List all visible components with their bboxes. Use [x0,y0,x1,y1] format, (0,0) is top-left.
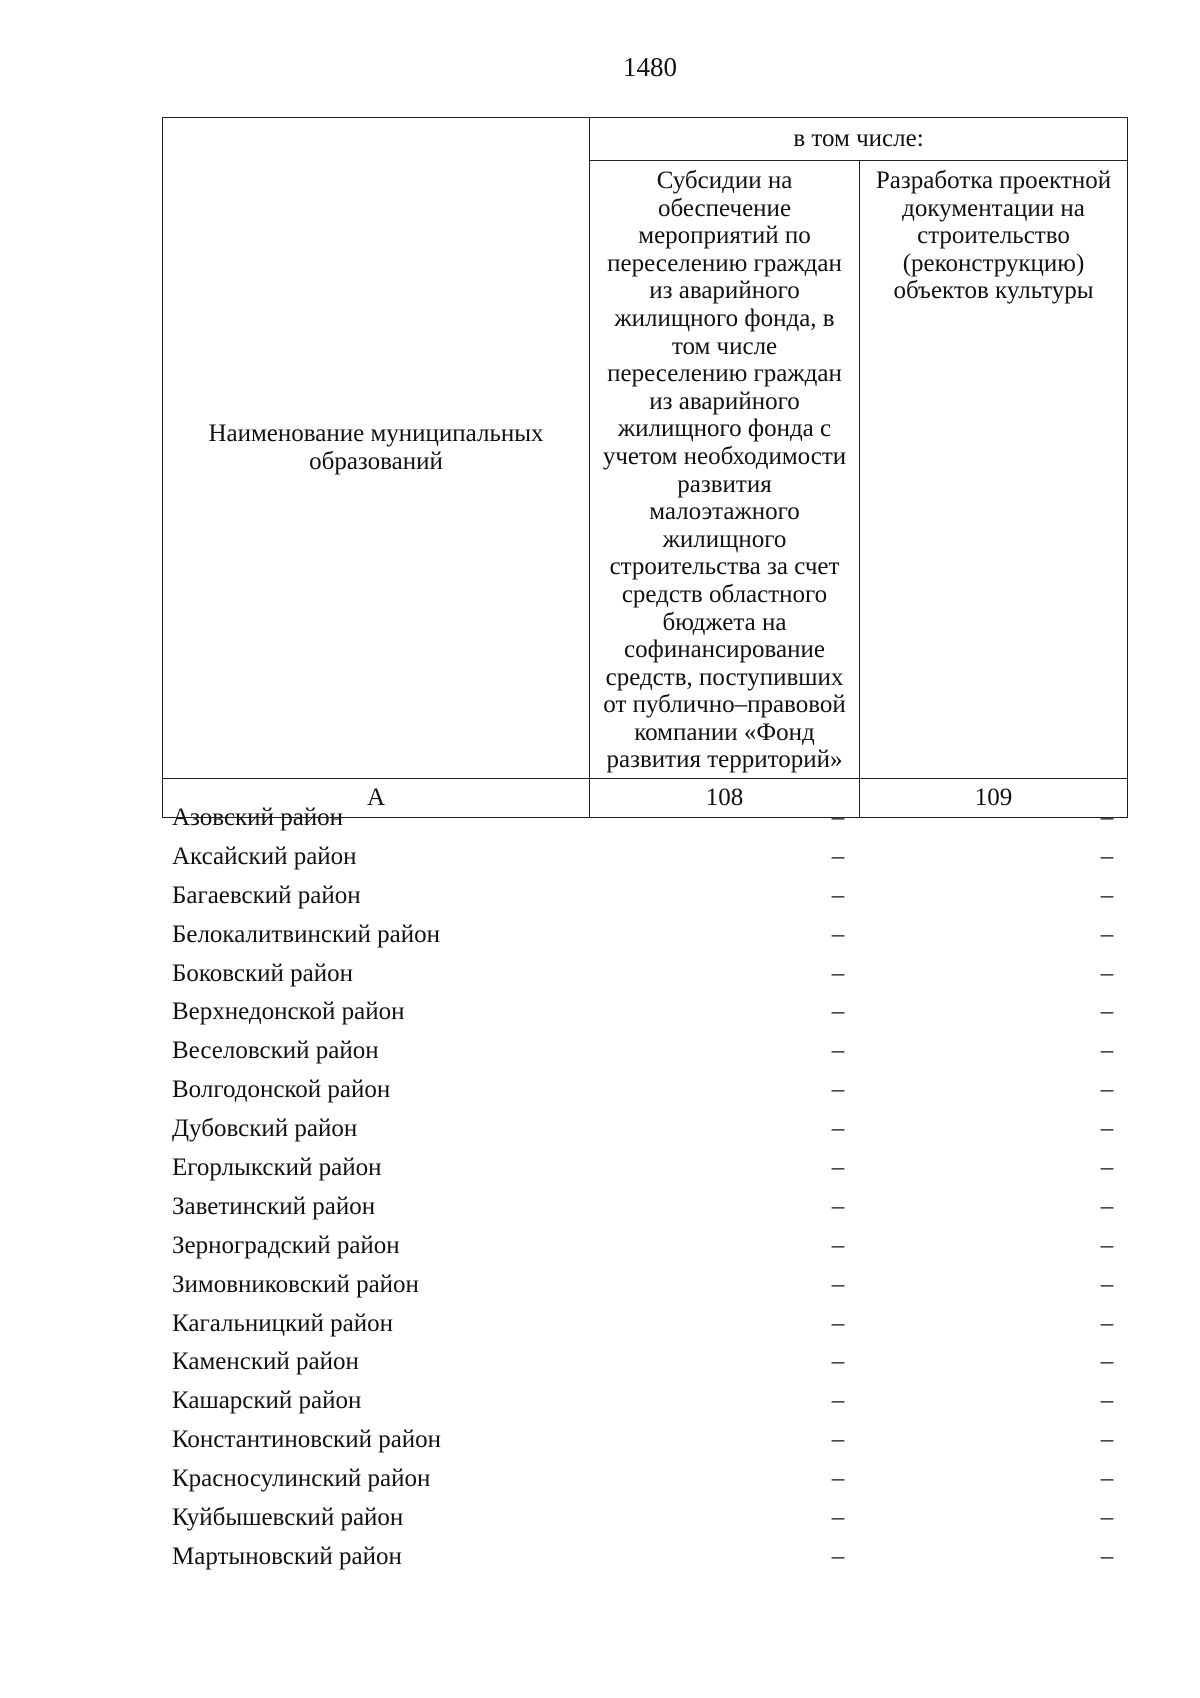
row-name: Заветинский район [172,1192,376,1220]
table-row [172,877,1122,916]
value-108: – [831,959,845,987]
value-109: – [1100,1076,1114,1104]
table-row [172,1071,1122,1110]
row-name: Кагальницкий район [172,1309,394,1337]
row-name: Дубовский район [172,1115,358,1143]
table-row [172,799,1122,838]
row-name: Веселовский район [172,1037,379,1065]
value-109: – [1100,1309,1114,1337]
table-row [172,955,1122,994]
table-row [172,1149,1122,1188]
value-108: – [831,1037,845,1065]
table-body [172,799,1122,1577]
value-109: – [1100,1154,1114,1182]
value-108: – [831,1348,845,1376]
value-109: – [1100,998,1114,1026]
table-row [172,838,1122,877]
header-col-109-title: Разработка проектной документации на строительство (реконструкцию) объектов культуры [860,161,1128,779]
value-109: – [1100,920,1114,948]
value-108: – [831,1231,845,1259]
value-109: – [1100,881,1114,909]
table-row [172,1538,1122,1577]
row-name: Волгодонской район [172,1076,391,1104]
row-name: Каменский район [172,1348,359,1376]
value-108: – [831,1426,845,1454]
value-108: – [831,920,845,948]
row-name: Верхнедонской район [172,998,405,1026]
row-name: Зимовниковский район [172,1270,419,1298]
table-row [172,1110,1122,1149]
table-row [172,1460,1122,1499]
value-109: – [1100,842,1114,870]
table-row [172,1188,1122,1227]
row-name: Егорлыкский район [172,1154,382,1182]
value-109: – [1100,1465,1114,1493]
row-name: Зерноградский район [172,1231,400,1259]
row-name: Мартыновский район [172,1542,402,1570]
header-num-109: 109 [860,779,1128,818]
value-108: – [831,1542,845,1570]
table-row [172,1421,1122,1460]
row-name: Кашарский район [172,1387,362,1415]
header-col-108-title: Субсидии на обеспечение мероприятий по переселению граждан из аварийного жилищного фонда, в том числе переселению граждан из аварийного жилищного фонда с учетом необходимости развития малоэтажного жилищного строительства за счет средств областного бюджета на софинансирование средств, поступивших от публично–правовой компании «Фонд развития территорий» [590,161,860,779]
value-108: – [831,842,845,870]
table-row [172,1382,1122,1421]
value-108: – [831,1504,845,1532]
value-109: – [1100,804,1114,831]
value-108: – [831,998,845,1026]
value-108: – [831,1115,845,1143]
value-108: – [831,881,845,909]
header-num-a: А [163,779,590,818]
row-name: Боковский район [172,959,353,987]
table-row [172,1032,1122,1071]
row-name: Куйбышевский район [172,1504,404,1532]
table-row [172,1305,1122,1344]
table-row [172,1343,1122,1382]
value-109: – [1100,959,1114,987]
table-row [172,916,1122,955]
value-109: – [1100,1037,1114,1065]
value-109: – [1100,1387,1114,1415]
row-name: Белокалитвинский район [172,920,440,948]
table-row [172,1227,1122,1266]
row-name: Красносулинский район [172,1465,431,1493]
table-row [172,1266,1122,1305]
row-name: Константиновский район [172,1426,442,1454]
value-109: – [1100,1504,1114,1532]
value-108: – [831,1309,845,1337]
value-108: – [831,1387,845,1415]
header-group-including: в том числе: [590,118,1128,161]
value-109: – [1100,1348,1114,1376]
value-108: – [831,1270,845,1298]
value-109: – [1100,1192,1114,1220]
value-108: – [831,1465,845,1493]
row-name: Багаевский район [172,881,361,909]
row-name: Азовский район [172,804,344,831]
value-109: – [1100,1426,1114,1454]
value-109: – [1100,1542,1114,1570]
header-municipality-name: Наименование муниципальных образований [163,118,590,779]
value-109: – [1100,1270,1114,1298]
value-109: – [1100,1231,1114,1259]
row-name: Аксайский район [172,842,357,870]
table-row [172,993,1122,1032]
table-header [162,117,1128,818]
value-108: – [831,1154,845,1182]
table-row [172,1499,1122,1538]
page-number: 1480 [623,52,677,82]
value-109: – [1100,1115,1114,1143]
header-num-108: 108 [590,779,860,818]
value-108: – [831,804,845,831]
value-108: – [831,1076,845,1104]
value-108: – [831,1192,845,1220]
